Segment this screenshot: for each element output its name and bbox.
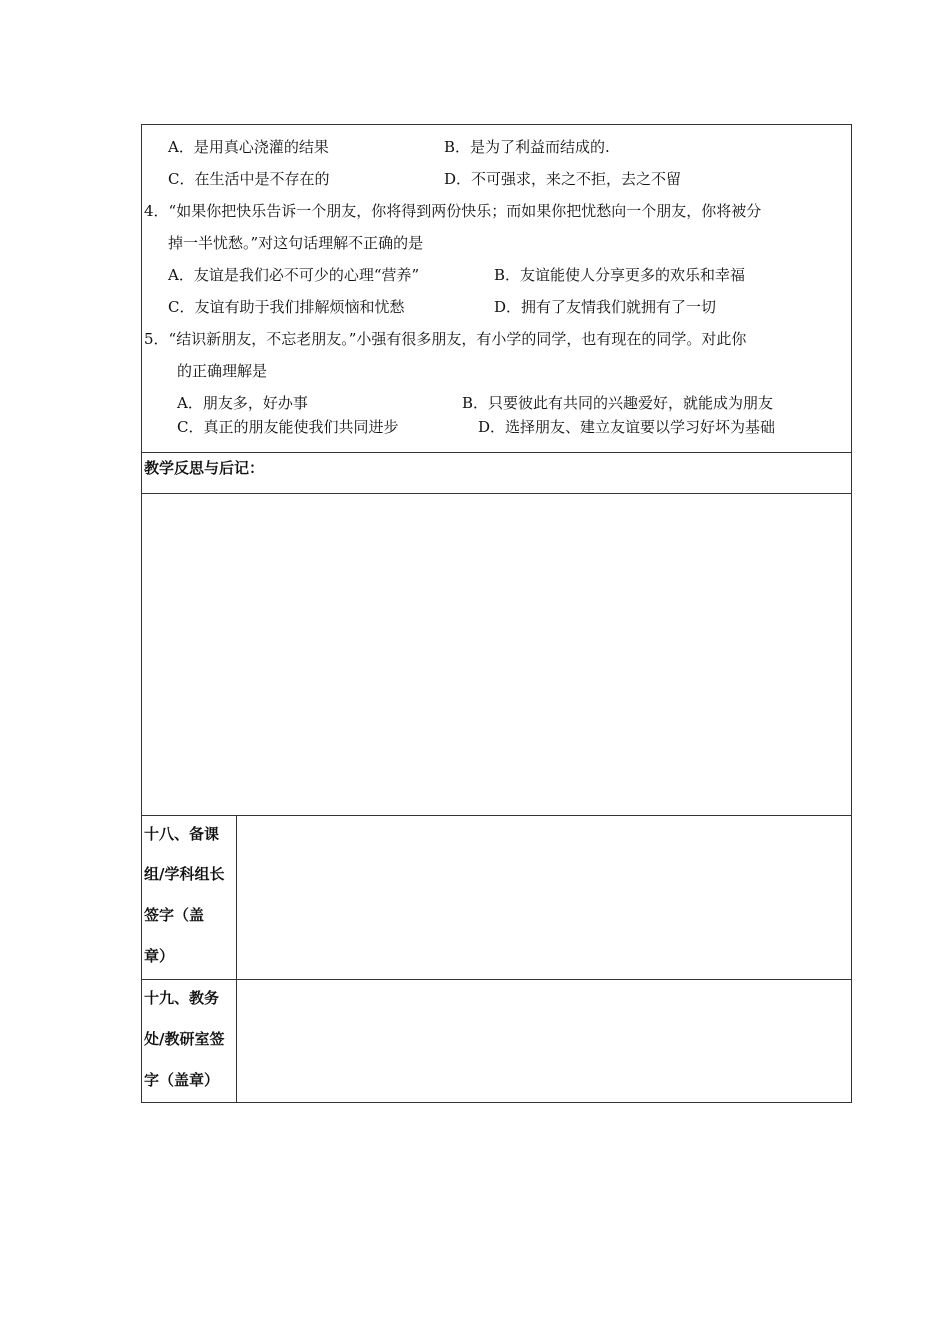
q3-option-d: D．不可强求，来之不拒，去之不留 — [444, 170, 682, 188]
sign18-signature-area[interactable] — [238, 816, 851, 978]
q5-stem-line1: 5．“结识新朋友，不忘老朋友。”小强有很多朋友，有小学的同学，也有现在的同学。对此你 — [144, 330, 747, 348]
reflection-title: 教学反思与后记： — [144, 459, 265, 477]
sign18-label-line: 章） — [144, 947, 175, 965]
sign19-label-line: 十九、教务 — [144, 989, 220, 1007]
lesson-table — [141, 124, 852, 1103]
q5-stem-line2: 的正确理解是 — [177, 362, 268, 380]
reflection-content-area[interactable] — [142, 494, 851, 815]
q4-stem-line1: 4．“如果你把快乐告诉一个朋友，你将得到两份快乐；而如果你把忧愁向一个朋友，你将被分 — [144, 202, 762, 220]
q4-stem-line2: 掉一半忧愁。”对这句话理解不正确的是 — [168, 234, 424, 252]
q5-option-d: D．选择朋友、建立友谊要以学习好坏为基础 — [478, 418, 776, 436]
q4-option-d: D．拥有了友情我们就拥有了一切 — [494, 298, 717, 316]
q3-option-b: B．是为了利益而结成的. — [444, 138, 610, 156]
sign19-label-line: 处/教研室签 — [144, 1030, 225, 1048]
q5-option-b: B．只要彼此有共同的兴趣爱好，就能成为朋友 — [462, 394, 774, 412]
q4-option-c: C．友谊有助于我们排解烦恼和忧愁 — [168, 298, 405, 316]
q3-option-a: A．是用真心浇灌的结果 — [168, 138, 329, 156]
q5-option-a: A．朋友多，好办事 — [177, 394, 308, 412]
sign18-label-line: 签字（盖 — [144, 906, 205, 924]
sign18-label — [144, 815, 236, 979]
sign19-label — [144, 979, 236, 1103]
q4-option-b: B．友谊能使人分享更多的欢乐和幸福 — [494, 266, 746, 284]
sign18-label-line: 十八、备课 — [144, 825, 220, 843]
q4-option-a: A．友谊是我们必不可少的心理“营养” — [168, 266, 420, 284]
q5-option-c: C．真正的朋友能使我们共同进步 — [177, 418, 399, 436]
row-divider — [142, 452, 851, 453]
q3-option-c: C．在生活中是不存在的 — [168, 170, 330, 188]
column-divider — [236, 815, 237, 1103]
sign19-label-line: 字（盖章） — [144, 1071, 220, 1089]
sign19-signature-area[interactable] — [238, 980, 851, 1102]
sign18-label-line: 组/学科组长 — [144, 865, 225, 883]
